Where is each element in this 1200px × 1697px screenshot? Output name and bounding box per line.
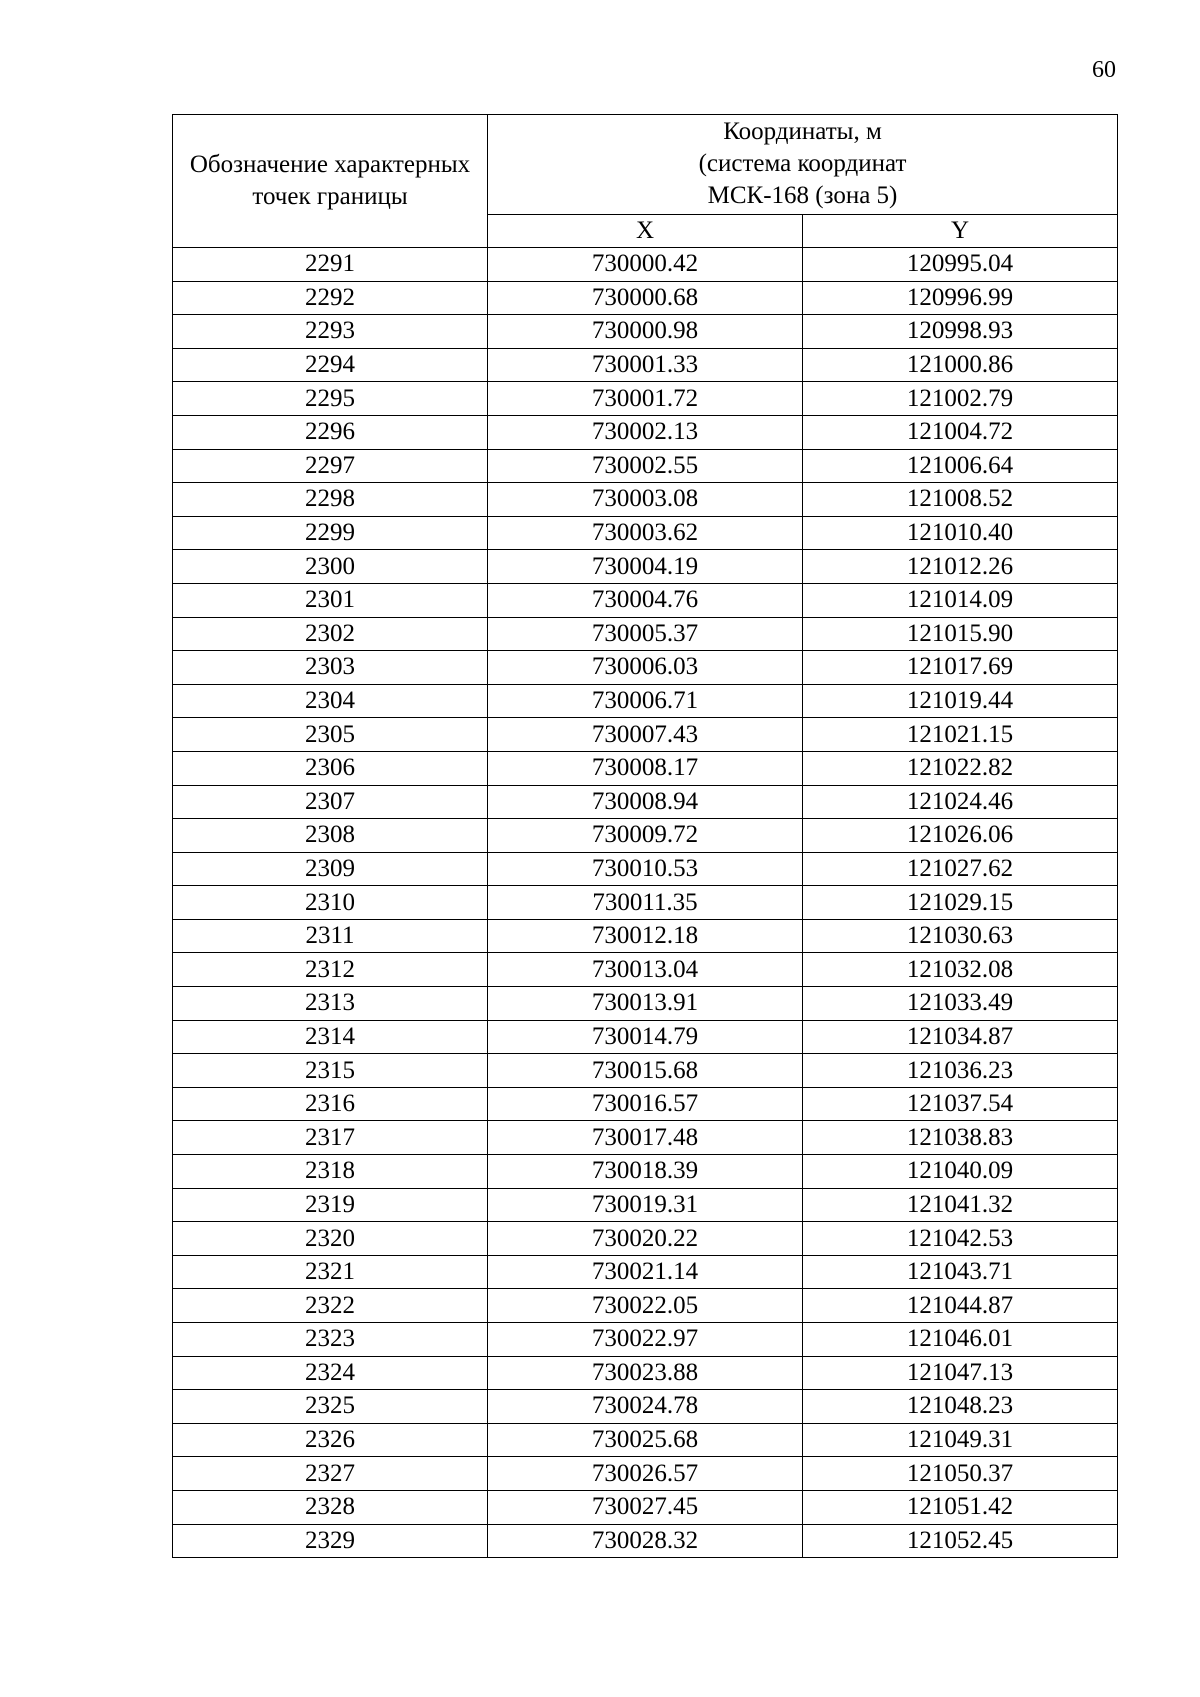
cell-point: 2310 [173, 886, 488, 920]
cell-point: 2306 [173, 751, 488, 785]
table-row [173, 1155, 1118, 1189]
cell-point: 2299 [173, 516, 488, 550]
cell-point: 2293 [173, 315, 488, 349]
cell-x: 730000.98 [488, 315, 803, 349]
table-row [173, 1356, 1118, 1390]
cell-x: 730022.05 [488, 1289, 803, 1323]
table-row [173, 617, 1118, 651]
table-row [173, 1289, 1118, 1323]
cell-point: 2313 [173, 987, 488, 1021]
table-row [173, 1524, 1118, 1558]
cell-y: 121038.83 [803, 1121, 1118, 1155]
cell-x: 730002.13 [488, 415, 803, 449]
cell-point: 2319 [173, 1188, 488, 1222]
table-row [173, 583, 1118, 617]
cell-point: 2298 [173, 483, 488, 517]
cell-y: 121041.32 [803, 1188, 1118, 1222]
table-row [173, 1255, 1118, 1289]
header-coordinates [488, 115, 1118, 215]
cell-point: 2325 [173, 1390, 488, 1424]
table-row [173, 550, 1118, 584]
cell-x: 730018.39 [488, 1155, 803, 1189]
cell-point: 2307 [173, 785, 488, 819]
table-row [173, 819, 1118, 853]
cell-x: 730003.62 [488, 516, 803, 550]
cell-y: 121027.62 [803, 852, 1118, 886]
cell-x: 730015.68 [488, 1054, 803, 1088]
cell-y: 121044.87 [803, 1289, 1118, 1323]
cell-point: 2308 [173, 819, 488, 853]
page-number: 60 [1092, 57, 1116, 83]
cell-x: 730016.57 [488, 1087, 803, 1121]
cell-point: 2295 [173, 382, 488, 416]
cell-x: 730024.78 [488, 1390, 803, 1424]
cell-y: 121042.53 [803, 1222, 1118, 1256]
header-coords-line-2: (система координат [698, 150, 907, 178]
cell-y: 121030.63 [803, 919, 1118, 953]
cell-x: 730027.45 [488, 1490, 803, 1524]
cell-y: 121010.40 [803, 516, 1118, 550]
cell-point: 2301 [173, 583, 488, 617]
cell-point: 2305 [173, 718, 488, 752]
table-row [173, 1323, 1118, 1357]
cell-y: 121049.31 [803, 1423, 1118, 1457]
cell-y: 121029.15 [803, 886, 1118, 920]
cell-y: 121034.87 [803, 1020, 1118, 1054]
table-row [173, 953, 1118, 987]
cell-point: 2302 [173, 617, 488, 651]
cell-point: 2321 [173, 1255, 488, 1289]
table-body [173, 248, 1118, 1558]
cell-y: 121032.08 [803, 953, 1118, 987]
cell-point: 2323 [173, 1323, 488, 1357]
table-row [173, 1423, 1118, 1457]
cell-x: 730012.18 [488, 919, 803, 953]
cell-x: 730028.32 [488, 1524, 803, 1558]
cell-y: 121052.45 [803, 1524, 1118, 1558]
cell-y: 121002.79 [803, 382, 1118, 416]
cell-x: 730020.22 [488, 1222, 803, 1256]
cell-y: 121046.01 [803, 1323, 1118, 1357]
cell-point: 2292 [173, 281, 488, 315]
cell-y: 121008.52 [803, 483, 1118, 517]
table-row [173, 1087, 1118, 1121]
cell-x: 730023.88 [488, 1356, 803, 1390]
cell-point: 2309 [173, 852, 488, 886]
cell-point: 2303 [173, 651, 488, 685]
cell-y: 121048.23 [803, 1390, 1118, 1424]
cell-point: 2326 [173, 1423, 488, 1457]
cell-y: 121019.44 [803, 684, 1118, 718]
header-point-label: Обозначение характерных точек границы [173, 115, 488, 248]
table-row [173, 718, 1118, 752]
cell-x: 730026.57 [488, 1457, 803, 1491]
cell-point: 2294 [173, 348, 488, 382]
cell-x: 730017.48 [488, 1121, 803, 1155]
cell-x: 730007.43 [488, 718, 803, 752]
table-row [173, 684, 1118, 718]
cell-y: 120998.93 [803, 315, 1118, 349]
table-row [173, 281, 1118, 315]
cell-point: 2304 [173, 684, 488, 718]
cell-point: 2314 [173, 1020, 488, 1054]
cell-y: 121000.86 [803, 348, 1118, 382]
table-row [173, 315, 1118, 349]
table-row [173, 483, 1118, 517]
cell-x: 730011.35 [488, 886, 803, 920]
cell-y: 120995.04 [803, 248, 1118, 282]
cell-x: 730014.79 [488, 1020, 803, 1054]
table-row [173, 785, 1118, 819]
table-row [173, 415, 1118, 449]
cell-point: 2317 [173, 1121, 488, 1155]
table-row [173, 1490, 1118, 1524]
cell-y: 121033.49 [803, 987, 1118, 1021]
table-row [173, 751, 1118, 785]
table-row [173, 1121, 1118, 1155]
cell-y: 121006.64 [803, 449, 1118, 483]
coordinates-table [172, 114, 1118, 1558]
cell-x: 730009.72 [488, 819, 803, 853]
header-y: Y [803, 214, 1118, 247]
cell-x: 730022.97 [488, 1323, 803, 1357]
cell-point: 2329 [173, 1524, 488, 1558]
cell-y: 121051.42 [803, 1490, 1118, 1524]
cell-y: 121036.23 [803, 1054, 1118, 1088]
cell-point: 2300 [173, 550, 488, 584]
cell-y: 121047.13 [803, 1356, 1118, 1390]
header-coords-line-1: Координаты, м [723, 118, 882, 146]
cell-x: 730004.19 [488, 550, 803, 584]
cell-x: 730004.76 [488, 583, 803, 617]
cell-y: 121037.54 [803, 1087, 1118, 1121]
table-row [173, 886, 1118, 920]
cell-y: 121021.15 [803, 718, 1118, 752]
cell-x: 730003.08 [488, 483, 803, 517]
cell-y: 121043.71 [803, 1255, 1118, 1289]
cell-point: 2316 [173, 1087, 488, 1121]
cell-x: 730000.68 [488, 281, 803, 315]
table-row [173, 651, 1118, 685]
cell-x: 730021.14 [488, 1255, 803, 1289]
cell-x: 730002.55 [488, 449, 803, 483]
cell-x: 730005.37 [488, 617, 803, 651]
cell-y: 121024.46 [803, 785, 1118, 819]
cell-y: 121015.90 [803, 617, 1118, 651]
cell-x: 730013.91 [488, 987, 803, 1021]
cell-point: 2327 [173, 1457, 488, 1491]
cell-y: 121026.06 [803, 819, 1118, 853]
table-row [173, 449, 1118, 483]
cell-point: 2315 [173, 1054, 488, 1088]
cell-point: 2296 [173, 415, 488, 449]
cell-y: 121017.69 [803, 651, 1118, 685]
cell-point: 2312 [173, 953, 488, 987]
cell-point: 2324 [173, 1356, 488, 1390]
table-row [173, 348, 1118, 382]
cell-y: 121022.82 [803, 751, 1118, 785]
cell-point: 2322 [173, 1289, 488, 1323]
cell-x: 730006.71 [488, 684, 803, 718]
table-row [173, 382, 1118, 416]
cell-y: 121014.09 [803, 583, 1118, 617]
cell-x: 730010.53 [488, 852, 803, 886]
cell-x: 730008.17 [488, 751, 803, 785]
cell-point: 2291 [173, 248, 488, 282]
cell-y: 121040.09 [803, 1155, 1118, 1189]
cell-x: 730019.31 [488, 1188, 803, 1222]
cell-point: 2311 [173, 919, 488, 953]
cell-y: 121050.37 [803, 1457, 1118, 1491]
cell-y: 121004.72 [803, 415, 1118, 449]
table-row [173, 1188, 1118, 1222]
cell-point: 2320 [173, 1222, 488, 1256]
cell-point: 2297 [173, 449, 488, 483]
table-row [173, 1457, 1118, 1491]
cell-y: 120996.99 [803, 281, 1118, 315]
cell-x: 730025.68 [488, 1423, 803, 1457]
cell-point: 2318 [173, 1155, 488, 1189]
cell-x: 730000.42 [488, 248, 803, 282]
cell-x: 730006.03 [488, 651, 803, 685]
cell-x: 730001.33 [488, 348, 803, 382]
table-row [173, 919, 1118, 953]
table-row [173, 1054, 1118, 1088]
table-header [173, 115, 1118, 248]
cell-point: 2328 [173, 1490, 488, 1524]
header-x: X [488, 214, 803, 247]
cell-x: 730008.94 [488, 785, 803, 819]
table-row [173, 852, 1118, 886]
cell-y: 121012.26 [803, 550, 1118, 584]
cell-x: 730001.72 [488, 382, 803, 416]
table-row [173, 1222, 1118, 1256]
table-row [173, 1020, 1118, 1054]
table-row [173, 987, 1118, 1021]
cell-x: 730013.04 [488, 953, 803, 987]
table-row [173, 516, 1118, 550]
table-row [173, 248, 1118, 282]
header-coords-line-3: МСК-168 (зона 5) [707, 182, 898, 210]
table-row [173, 1390, 1118, 1424]
